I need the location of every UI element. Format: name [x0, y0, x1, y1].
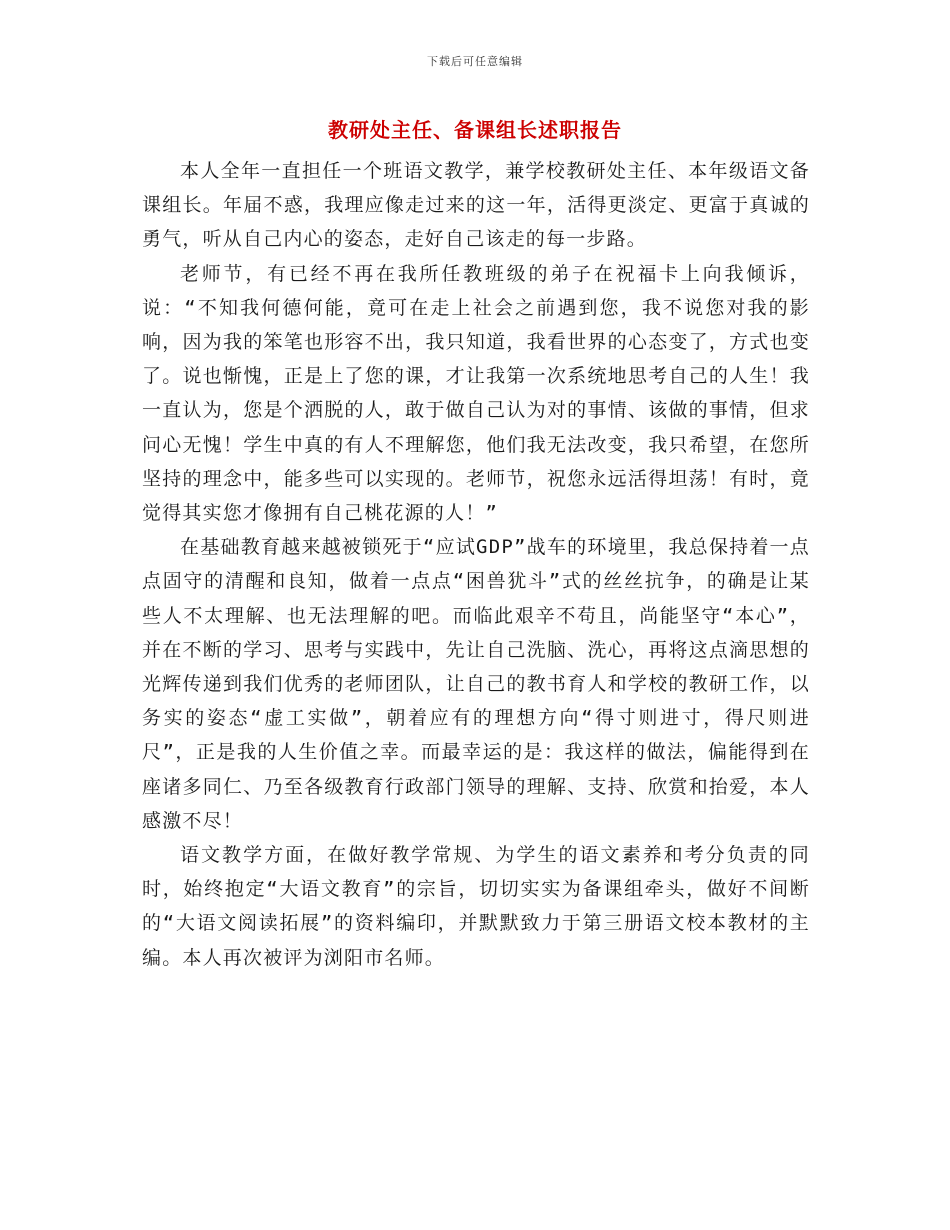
paragraph: 在基础教育越来越被锁死于“应试GDP”战车的环境里，我总保持着一点点固守的清醒和良知，做着一点点“困兽犹斗”式的丝丝抗争，的确是让某些人不太理解、也无法理解的吧。而临此艰辛不苟且，尚能坚守“本心”，并在不断的学习、思考与实践中，先让自己洗脑、洗心，再将这点滴思想的光辉传递到我们优秀的老师团队，让自己的教书育人和学校的教研工作，以务实的姿态“虚工实做”，朝着应有的理想方向“得寸则进寸，得尺则进尺”，正是我的人生价值之幸。而最幸运的是：我这样的做法，偏能得到在座诸多同仁、乃至各级教育行政部门领导的理解、支持、欣赏和抬爱，本人感激不尽！ — [142, 536, 810, 832]
header-note: 下载后可任意编辑 — [427, 55, 523, 68]
paragraph: 语文教学方面，在做好教学常规、为学生的语文素养和考分负责的同时，始终抱定“大语文教育”的宗旨，切切实实为备课组牵头，做好不间断的“大语文阅读拓展”的资料编印，并默默致力于第三册语文校本教材的主编。本人再次被评为浏阳市名师。 — [142, 844, 810, 969]
paragraph: 老师节，有已经不再在我所任教班级的弟子在祝福卡上向我倾诉，说：“不知我何德何能，竟可在走上社会之前遇到您，我不说您对我的影响，因为我的笨笔也形容不出，我只知道，我看世界的心态变了，方式也变了。说也惭愧，正是上了您的课，才让我第一次系统地思考自己的人生！我一直认为，您是个洒脱的人，敢于做自己认为对的事情、该做的事情，但求问心无愧！学生中真的有人不理解您，他们我无法改变，我只希望，在您所坚持的理念中，能多些可以实现的。老师节，祝您永远活得坦荡！有时，竟觉得其实您才像拥有自己桃花源的人！” — [142, 262, 810, 525]
document-body — [142, 154, 810, 975]
document-title: 教研处主任、备课组长述职报告 — [328, 118, 622, 142]
paragraph: 本人全年一直担任一个班语文教学，兼学校教研处主任、本年级语文备课组长。年届不惑，我理应像走过来的这一年，活得更淡定、更富于真诚的勇气，听从自己内心的姿态，走好自己该走的每一步路。 — [142, 160, 810, 251]
